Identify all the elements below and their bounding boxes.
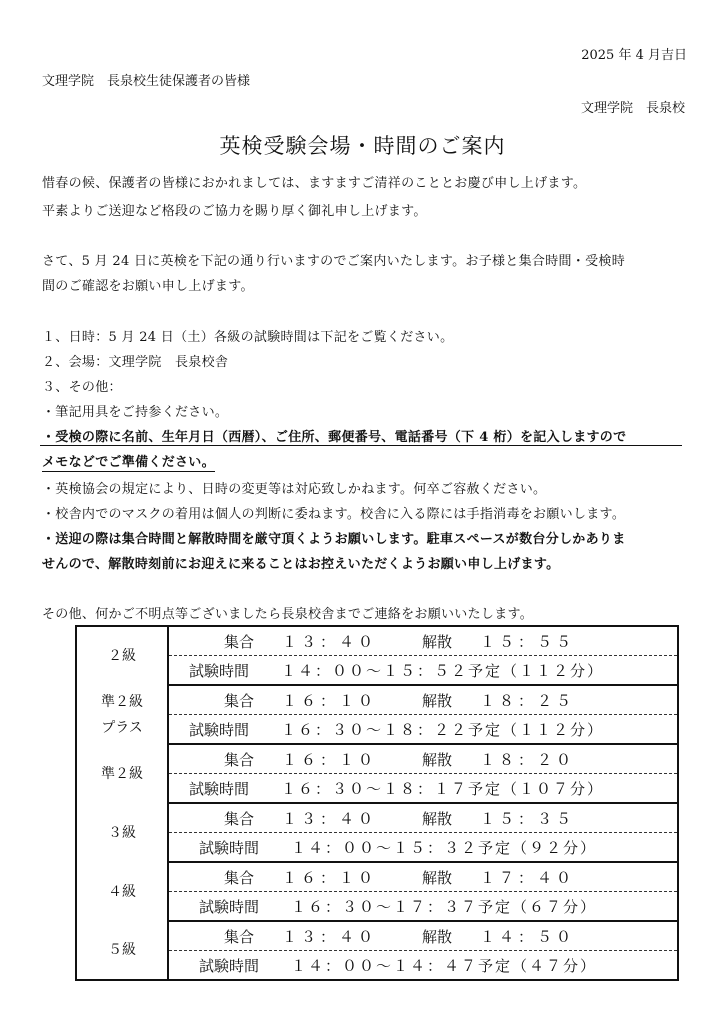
- schedule-table: [75, 625, 679, 981]
- level-cell: ５級: [76, 921, 168, 980]
- exam-time: １６：３０～１８：２２予定（１１２分）: [281, 720, 605, 739]
- exam-time: １４：００～１５：５２予定（１１２分）: [281, 661, 605, 680]
- dismiss-time: １５：３５: [480, 809, 576, 828]
- note-stationery: ・筆記用具をご持参ください。: [42, 405, 229, 420]
- gather-label: 集合: [224, 868, 255, 887]
- schedule-row: [76, 685, 678, 715]
- item-venue: ２、会場：文理学院 長泉校舎: [42, 355, 229, 370]
- dismiss-label: 解散: [422, 927, 453, 946]
- dismiss-label: 解散: [422, 691, 453, 710]
- gather-label: 集合: [224, 691, 255, 710]
- dismiss-label: 解散: [422, 632, 453, 651]
- exam-label: 試験時間: [189, 779, 250, 798]
- note-mask: ・校舎内でのマスクの着用は個人の判断に委ねます。校舎に入る際には手指消毒をお願いします。: [42, 507, 626, 522]
- exam-time: １６：３０～１８：１７予定（１０７分）: [281, 779, 605, 798]
- gather-time: １６：１０: [282, 868, 378, 887]
- schedule-row: [76, 803, 678, 833]
- gather-time: １３：４０: [282, 809, 378, 828]
- schedule-row: [76, 921, 678, 951]
- item-other: ３、その他：: [42, 380, 122, 395]
- intro-line-3: さて、5 月 24 日に英検を下記の通り行いますのでご案内いたします。お子様と集合時間・受検時: [42, 254, 626, 269]
- exam-label: 試験時間: [199, 956, 260, 975]
- note-personal-info-line-1: ・受検の際に名前、生年月日（西暦）、ご住所、郵便番号、電話番号（下 4 桁）を記入しますので: [42, 430, 627, 445]
- level-line-2: プラス: [101, 719, 143, 736]
- dismiss-label: 解散: [422, 750, 453, 769]
- dismiss-time: １５：５５: [480, 632, 576, 651]
- note-personal-info-line-2: メモなどでご準備ください。: [42, 455, 215, 470]
- item-date: １、日時：5 月 24 日（土）各級の試験時間は下記をご覧ください。: [42, 330, 454, 345]
- intro-line-1: 惜春の候、保護者の皆様におかれましては、ますますご清祥のこととお慶び申し上げます。: [42, 176, 587, 191]
- schedule-row: [76, 744, 678, 774]
- schedule-row: [76, 626, 678, 656]
- note-pickup-line-1: ・送迎の際は集合時間と解散時間を厳守頂くようお願いします。駐車スペースが数台分しかありま: [42, 532, 626, 547]
- dismiss-label: 解散: [422, 809, 453, 828]
- level-line-1: 準２級: [101, 693, 143, 710]
- exam-time: １４：００～１４：４７予定（４７分）: [291, 956, 598, 975]
- exam-label: 試験時間: [189, 661, 250, 680]
- gather-time: １３：４０: [282, 927, 378, 946]
- dismiss-label: 解散: [422, 868, 453, 887]
- dismiss-time: １４：５０: [480, 927, 576, 946]
- gather-label: 集合: [224, 809, 255, 828]
- dismiss-time: １８：２５: [480, 691, 576, 710]
- exam-label: 試験時間: [199, 838, 260, 857]
- note-pickup-line-2: せんので、解散時刻前にお迎えに来ることはお控えいただくようお願い申し上げます。: [42, 557, 560, 572]
- gather-label: 集合: [224, 927, 255, 946]
- schedule-row: [76, 862, 678, 892]
- exam-label: 試験時間: [199, 897, 260, 916]
- note-schedule-change: ・英検協会の規定により、日時の変更等は対応致しかねます。何卒ご容赦ください。: [42, 482, 547, 497]
- level-cell: 準２級: [76, 744, 168, 803]
- sender-line: 文理学院 長泉校: [580, 101, 685, 116]
- gather-label: 集合: [224, 750, 255, 769]
- gather-time: １６：１０: [282, 750, 378, 769]
- level-cell: ３級: [76, 803, 168, 862]
- level-cell: [76, 685, 168, 744]
- recipient-line: 文理学院 長泉校生徒保護者の皆様: [42, 74, 251, 89]
- gather-label: 集合: [224, 632, 255, 651]
- level-cell: ４級: [76, 862, 168, 921]
- dismiss-time: １７：４０: [480, 868, 576, 887]
- level-cell: ２級: [76, 626, 168, 685]
- intro-line-4: 間のご確認をお願い申し上げます。: [42, 279, 254, 294]
- dismiss-time: １８：２０: [480, 750, 576, 769]
- gather-time: １６：１０: [282, 691, 378, 710]
- intro-line-2: 平素よりご送迎など格段のご協力を賜り厚く御礼申し上げます。: [42, 204, 427, 219]
- document-date: 2025 年 4 月吉日: [581, 48, 687, 63]
- closing-line: その他、何かご不明点等ございましたら長泉校舎までご連絡をお願いいたします。: [42, 607, 534, 622]
- document-title: 英検受験会場・時間のご案内: [219, 134, 506, 158]
- underline-divider: [40, 445, 682, 446]
- exam-label: 試験時間: [189, 720, 250, 739]
- exam-time: １６：３０～１７：３７予定（６７分）: [291, 897, 598, 916]
- gather-time: １３：４０: [282, 632, 378, 651]
- exam-time: １４：００～１５：３２予定（９２分）: [291, 838, 598, 857]
